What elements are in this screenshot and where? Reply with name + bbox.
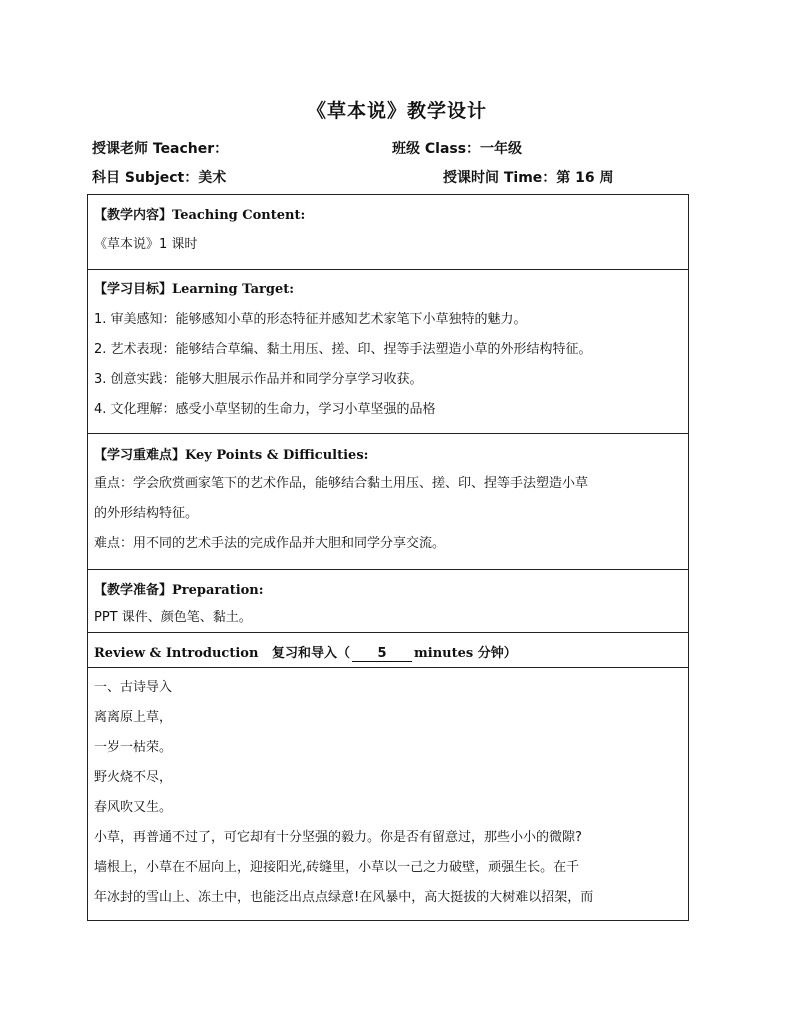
text-line: 的外形结构特征。 [94, 506, 199, 521]
text-line: 小草，再普通不过了，可它却有十分坚强的毅力。你是否有留意过，那些小小的微隙? [94, 830, 582, 845]
review-prefix-en: Review & Introduction [94, 646, 259, 661]
section-preparation [88, 569, 688, 633]
teacher-label: 授课老师 Teacher： [92, 141, 229, 157]
section-heading [94, 204, 305, 223]
heading-en: Teaching Content: [172, 208, 306, 223]
text-line: 一、古诗导入 [94, 680, 173, 695]
review-prefix-cn: 复习和导入（ [271, 646, 350, 661]
page-title: 《草本说》教学设计 [306, 100, 487, 122]
review-heading [94, 642, 517, 662]
list-item: 3. 创意实践：能够大胆展示作品并和同学分享学习收获。 [94, 372, 423, 387]
text-line: 离离原上草， [94, 710, 173, 725]
subject-label: 科目 Subject：美术 [92, 170, 227, 186]
minutes-value: 5 [352, 646, 412, 662]
heading-en: Preparation: [172, 583, 264, 598]
heading-en: Key Points & Difficulties: [185, 448, 369, 463]
review-suffix: minutes 分钟） [414, 646, 517, 661]
section-heading [94, 444, 368, 463]
text-line: 难点：用不同的艺术手法的完成作品并大胆和同学分享交流。 [94, 536, 446, 551]
heading-en: Learning Target: [172, 282, 295, 297]
section-key-points [88, 433, 688, 570]
section-heading [94, 579, 264, 598]
section-introduction [88, 667, 688, 921]
time-label: 授课时间 Time：第 16 周 [443, 170, 614, 186]
section-heading [94, 278, 294, 297]
section-teaching-content [88, 195, 688, 269]
content-body: 《草本说》1 课时 [94, 237, 198, 252]
text-line: 一岁一枯荣。 [94, 740, 173, 755]
text-line: 墙根上，小草在不屈向上，迎接阳光,砖缝里，小草以一己之力破壁，顽强生长。在千 [94, 860, 580, 875]
section-learning-target [88, 269, 688, 434]
text-line: 年冰封的雪山上、冻土中，也能泛出点点绿意!在风暴中，高大挺拔的大树难以招架，而 [94, 890, 594, 905]
list-item: 2. 艺术表现：能够结合草编、黏土用压、搓、印、捏等手法塑造小草的外形结构特征。 [94, 342, 592, 357]
heading-cn: 【学习重难点】 [94, 448, 186, 463]
heading-cn: 【教学内容】 [94, 208, 173, 223]
lesson-plan-table [87, 194, 689, 921]
heading-cn: 【学习目标】 [94, 282, 173, 297]
class-label: 班级 Class：一年级 [392, 141, 523, 157]
heading-cn: 【教学准备】 [94, 583, 173, 598]
text-line: 春风吹又生。 [94, 800, 173, 815]
text-line: 野火烧不尽， [94, 770, 173, 785]
list-item: 4. 文化理解：感受小草坚韧的生命力，学习小草坚强的品格 [94, 402, 436, 417]
list-item: 1. 审美感知：能够感知小草的形态特征并感知艺术家笔下小草独特的魅力。 [94, 312, 527, 327]
text-line: 重点：学会欣赏画家笔下的艺术作品，能够结合黏土用压、搓、印、捏等手法塑造小草 [94, 476, 589, 491]
section-review-header [88, 632, 688, 668]
preparation-body: PPT 课件、颜色笔、黏土。 [94, 610, 252, 625]
